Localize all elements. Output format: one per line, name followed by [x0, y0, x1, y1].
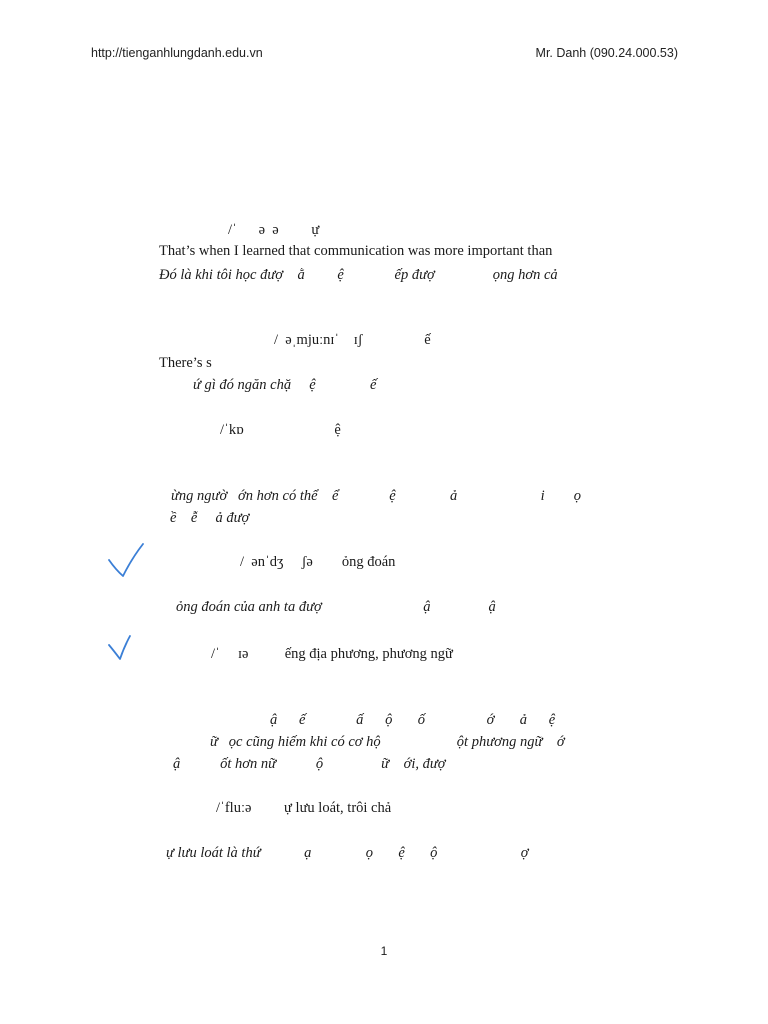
vietnamese-translation-5b: ữ ọc cũng hiếm khi có cơ hộ ột phương ngữ ớ [210, 734, 565, 750]
header-url[interactable]: http://tienganhlungdanh.edu.vn [91, 46, 263, 60]
vietnamese-translation-5c: ậ ốt hơn nữ ộ ữ ới, đượ [173, 756, 446, 772]
page-number: 1 [380, 944, 388, 958]
phonetic-line-5: /ˈ ɪə ếng địa phương, phương ngữ [211, 646, 453, 662]
vietnamese-translation-6: ự lưu loát là thứ ạ ọ ệ ộ ợ [166, 845, 529, 861]
phonetic-line-6: /ˈfluːə ự lưu loát, trôi chả [216, 800, 392, 816]
english-sentence-1: That’s when I learned that communication was more important than [159, 243, 553, 259]
english-sentence-2: There’s s [159, 355, 212, 371]
vietnamese-translation-1: Đó là khi tôi học đượ ằ ệ ếp đượ ọng hơn cả [159, 267, 558, 283]
vietnamese-translation-5a: ậ ế ấ ộ ố ớ ả ệ [270, 712, 556, 728]
checkmark-icon [106, 633, 136, 663]
phonetic-line-1: /ˈ ə ə ự [228, 222, 320, 238]
vietnamese-translation-2: ứ gì đó ngăn chặ ệ ế [193, 377, 377, 393]
phonetic-line-4: / ənˈdʒ ʃə ỏng đoán [240, 554, 396, 570]
vietnamese-translation-4: ỏng đoán của anh ta đượ ậ ậ [176, 599, 496, 615]
vietnamese-translation-3a: ừng ngườ ớn hơn có thể ể ệ ả i ọ [171, 488, 581, 504]
header-author: Mr. Danh (090.24.000.53) [535, 46, 678, 60]
vietnamese-translation-3b: ề ễ ả đượ [170, 510, 250, 526]
checkmark-icon [106, 540, 148, 580]
phonetic-line-2: / əˌmjuːnɪˈ ɪʃ ế [274, 332, 431, 348]
phonetic-line-3: /ˈkɒ ệ [220, 422, 341, 438]
